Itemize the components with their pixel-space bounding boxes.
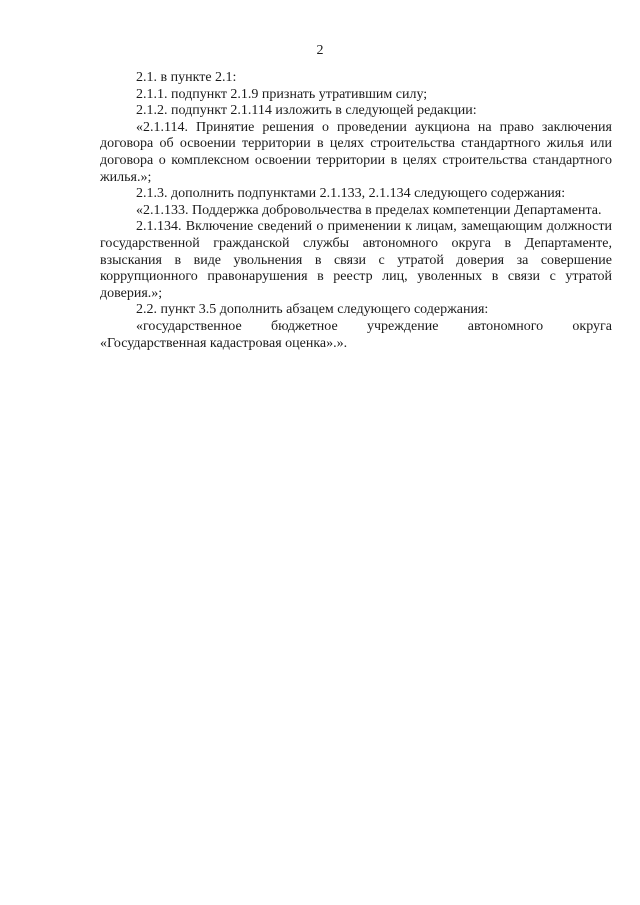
document-body — [100, 70, 612, 352]
paragraph-2-1-3: 2.1.3. дополнить подпунктами 2.1.133, 2.1.134 следующего содержания: — [136, 186, 566, 202]
paragraph-2-1-134: 2.1.134. Включение сведений о применении к лицам, замещающим должности государственной гражданской службы автономного округа в Департаменте, взыскания в виде увольнения в связи с утратой доверия за совершение коррупционного правонарушения в реестр лиц, уволенных в связи с утратой доверия.»; — [100, 219, 612, 301]
paragraph-2-1: 2.1. в пункте 2.1: — [136, 70, 237, 85]
paragraph-quote-2-1-133: «2.1.133. Поддержка добровольчества в пределах компетенции Департамента. — [136, 202, 602, 218]
page-number: 2 — [316, 43, 324, 58]
paragraph-2-1-2: 2.1.2. подпункт 2.1.114 изложить в следующей редакции: — [136, 103, 477, 119]
paragraph-quote-2-1-114: «2.1.114. Принятие решения о проведении аукциона на право заключения договора об освоении территории в целях строительства стандартного жилья или договора о комплексном освоении территории в целях строительства стандартного жилья.»; — [100, 119, 612, 185]
paragraph-quote-institution: «государственное бюджетное учреждение автономного округа «Государственная кадастровая оценка».». — [100, 318, 612, 351]
paragraph-2-1-1: 2.1.1. подпункт 2.1.9 признать утратившим силу; — [136, 86, 428, 102]
paragraph-2-2: 2.2. пункт 3.5 дополнить абзацем следующего содержания: — [136, 302, 489, 318]
